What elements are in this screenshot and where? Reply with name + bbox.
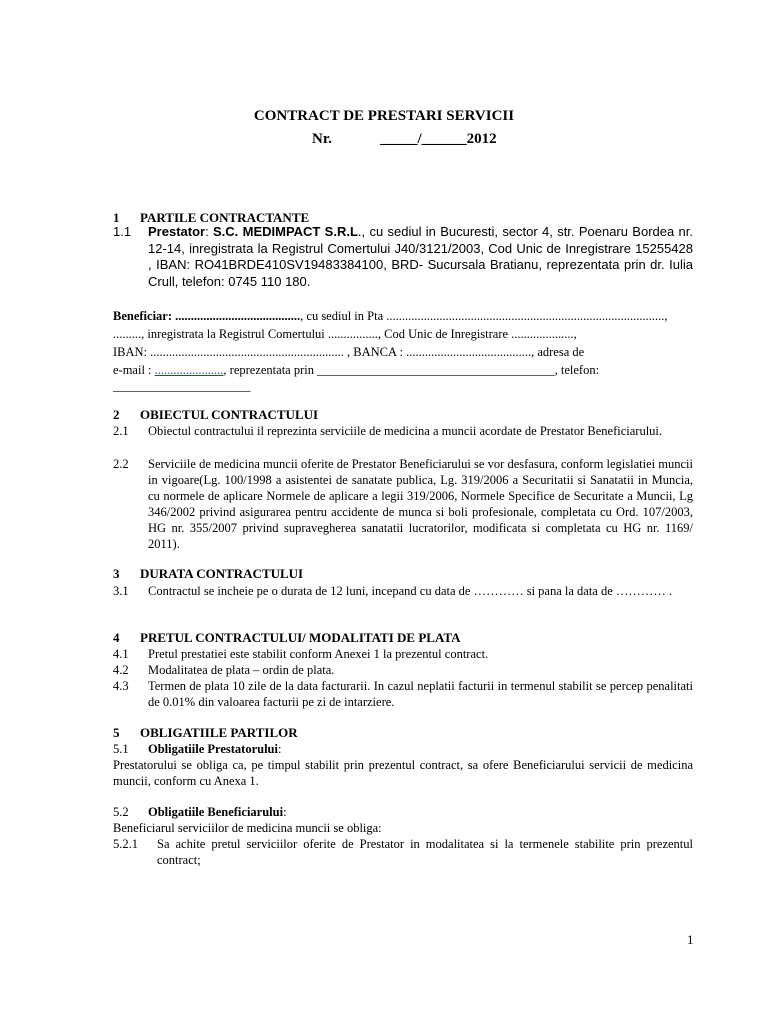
paragraph: Beneficiarul serviciilor de medicina muncii se obliga: [113,821,382,835]
prestator-label: Prestator [148,224,206,239]
section-heading [113,407,318,423]
clause-2-2 [113,456,693,552]
clause-text: Serviciile de medicina muncii oferite de Prestator Beneficiarului se vor desfasura, conform legislatiei muncii in vigoare(Lg. 100/1998 a asistentei de sanatate publica, Lg. 319/2006 a Securitatii si Sanatatii in Muncia, cu normele de aplicare Normele de aplicare a legii 319/2006, Normele Specifice de Securitate a Muncii, Lg 346/2002 privind asigurarea pentru accidente de munca si boli profesionale, completata cu Ord. 107/2003, HG nr. 355/2007 privind supravegherea sanatatii lucratorilor, modificata si completata cu HG nr. 1169/ 2011). [148,457,693,551]
clause-number: 4.3 [113,679,129,693]
section-number: 5 [113,725,120,740]
clause-3-1 [113,583,693,599]
subsection-title: Obligatiile Prestatorului [148,742,278,756]
clause-number: 3.1 [113,584,129,598]
subsection-5-2: 5.2 Obligatiile Beneficiarului: [113,805,287,819]
representative-blank: ______________________________________ [317,363,555,377]
clause-text: Modalitatea de plata – ordin de plata. [148,663,335,677]
section-heading [113,566,303,582]
clause-5-2-1 [113,836,693,868]
clause-4-2 [113,662,693,678]
clause-4-1 [113,646,693,662]
clause-4-3 [113,678,693,710]
contract-number-value: _____/______2012 [380,131,497,147]
section-title: OBLIGATIILE PARTILOR [140,725,298,740]
prestator-name: S.C. MEDIMPACT S.R.L [213,224,358,239]
email-link[interactable]: ...................... [154,363,224,377]
document-title: CONTRACT DE PRESTARI SERVICII [253,108,515,124]
section-number: 3 [113,566,120,581]
beneficiar-block: Beneficiar: ........................................, cu sediul in Pta ........................................................................................., ........., inregistrata la Registrul Comertului ................, Cod Unic de Inregistrare ...................., IBAN: .............................................................. , BANCA : ........................................, adresa de e-mail : ......................, reprezentata prin ______________________________________, telefon: ______________________ [113,308,693,394]
paragraph: Prestatorului se obliga ca, pe timpul stabilit prin prezentul contract, sa ofere Beneficiarului servicii de medicina muncii, conform cu Anexa 1. [113,758,693,788]
contract-number-label: Nr. [312,131,332,147]
clause-number: 5.1 [113,742,129,756]
section-number: 1 [113,210,120,225]
clause-number: 5.2 [113,805,129,819]
section-title: OBIECTUL CONTRACTULUI [140,407,319,422]
clause-text: Obiectul contractului il reprezinta serviciile de medicina a muncii acordate de Prestator Beneficiarului. [148,424,663,438]
clause-number: 2.1 [113,424,129,438]
beneficiar-label: Beneficiar: ........................................ [113,309,301,323]
subsection-5-1: 5.1 Obligatiile Prestatorului: [113,742,282,756]
section-title: DURATA CONTRACTULUI [140,566,304,581]
subsection-title: Obligatiile Beneficiarului [148,805,284,819]
clause-number: 4.1 [113,647,129,661]
section-title: PARTILE CONTRACTANTE [140,210,310,225]
clause-1-1 [113,224,693,290]
clause-text: Sa achite pretul serviciilor oferite de Prestator in modalitatea si la termenele stabilite prin prezentul contract; [157,837,693,867]
clause-number: 1.1 [113,224,132,239]
clause-text: Pretul prestatiei este stabilit conform Anexei 1 la prezentul contract. [148,647,489,661]
clause-text: Termen de plata 10 zile de la data facturarii. In cazul neplatii facturii in termenul stabilit se percep penalitati de 0.01% din valoarea facturii pe zi de intarziere. [148,679,693,709]
clause-number: 4.2 [113,663,129,677]
section-title: PRETUL CONTRACTULUI/ MODALITATI DE PLATA [140,630,461,645]
clause-text: Contractul se incheie pe o durata de 12 luni, incepand cu data de ………… si pana la data de ………… . [148,584,673,598]
page-number: 1 [687,932,694,947]
section-number: 4 [113,630,120,645]
section-heading [113,725,298,741]
section-number: 2 [113,407,120,422]
clause-text: Prestator: S.C. MEDIMPACT S.R.L., cu sediul in Bucuresti, sector 4, str. Poenaru Bordea nr. 12-14, inregistrata la Registrul Comertului J40/3121/2003, Cod Unic de Inregistrare 15255428 , IBAN: RO41BRDE410SV19483384100, BRD- Sucursala Bratianu, reprezentata prin dr. Iulia Crull, telefon: 0745 110 180. [148,224,693,289]
clause-number: 5.2.1 [113,837,138,851]
section-heading [113,630,460,646]
clause-2-1 [113,423,693,439]
telefon-blank: ______________________ [113,379,251,393]
clause-number: 2.2 [113,457,129,471]
